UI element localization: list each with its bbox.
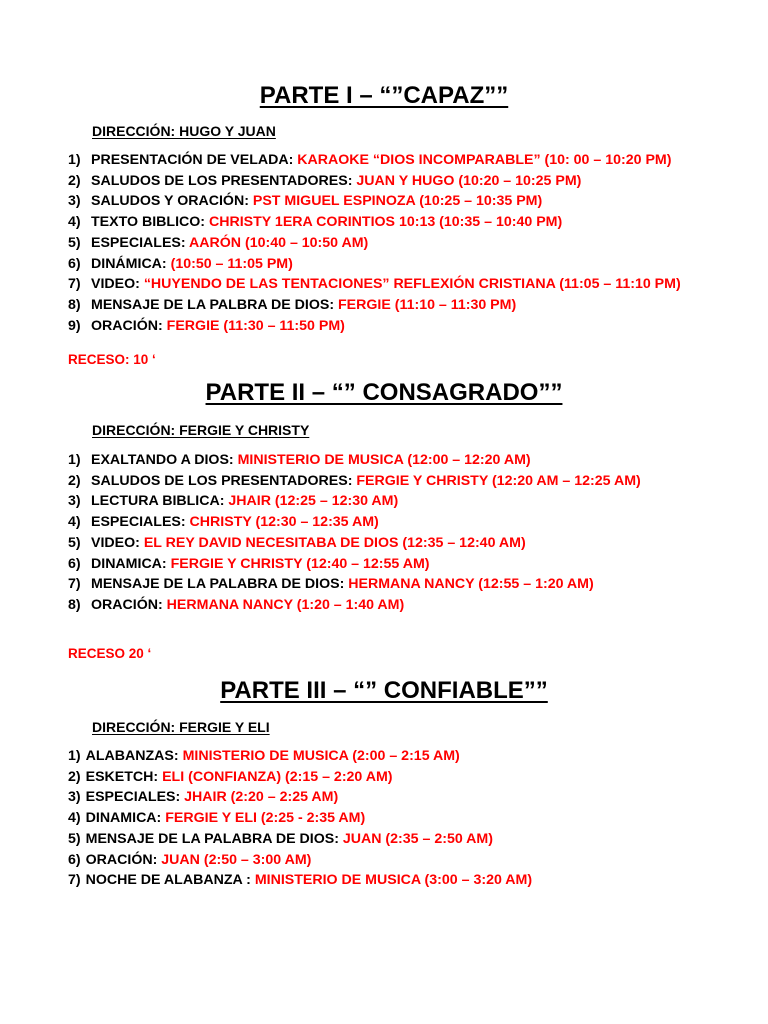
list-item: 4) ESPECIALES: CHRISTY (12:30 – 12:35 AM) <box>68 514 379 531</box>
list-item: 3) LECTURA BIBLICA: JHAIR (12:25 – 12:30 AM) <box>68 493 399 510</box>
list-item: 2) SALUDOS DE LOS PRESENTADORES: JUAN Y HUGO (10:20 – 10:25 PM) <box>68 172 582 189</box>
list-item: 1) PRESENTACIÓN DE VELADA: KARAOKE “DIOS INCOMPARABLE” (10: 00 – 10:20 PM) <box>68 152 672 168</box>
list-item: 7) VIDEO: “HUYENDO DE LAS TENTACIONES” REFLEXIÓN CRISTIANA (11:05 – 11:10 PM) <box>68 276 681 293</box>
part-1-direction: DIRECCIÓN: HUGO Y JUAN <box>92 123 276 139</box>
list-item: 2) SALUDOS DE LOS PRESENTADORES: FERGIE Y CHRISTY (12:20 AM – 12:25 AM) <box>68 472 641 489</box>
part-2-list <box>68 450 641 616</box>
part-1-title: PARTE I – “”CAPAZ”” <box>259 82 509 109</box>
list-item: 4) DINAMICA: FERGIE Y ELI (2:25 - 2:35 AM) <box>68 810 366 827</box>
part-3-direction: DIRECCIÓN: FERGIE Y ELI <box>92 719 270 735</box>
list-item: 3) SALUDOS Y ORACIÓN: PST MIGUEL ESPINOZA (10:25 – 10:35 PM) <box>68 193 543 210</box>
part-3-title: PARTE III – “” CONFIABLE”” <box>220 677 548 704</box>
list-item: 8) ORACIÓN: HERMANA NANCY (1:20 – 1:40 AM) <box>68 596 405 613</box>
list-item: 1) ALABANZAS: MINISTERIO DE MUSICA (2:00 – 2:15 AM) <box>68 748 460 764</box>
list-item: 4) TEXTO BIBLICO: CHRISTY 1ERA CORINTIOS 10:13 (10:35 – 10:40 PM) <box>68 214 563 231</box>
list-item: 3) ESPECIALES: JHAIR (2:20 – 2:25 AM) <box>68 789 339 806</box>
part-1-list <box>68 150 681 336</box>
part-2-direction: DIRECCIÓN: FERGIE Y CHRISTY <box>92 422 310 438</box>
list-item: 9) ORACIÓN: FERGIE (11:30 – 11:50 PM) <box>68 317 345 334</box>
list-item: 8) MENSAJE DE LA PALBRA DE DIOS: FERGIE (11:10 – 11:30 PM) <box>68 296 517 313</box>
list-item: 7) NOCHE DE ALABANZA : MINISTERIO DE MUSICA (3:00 – 3:20 AM) <box>68 872 533 889</box>
part-2-receso: RECESO 20 ‘ <box>68 646 152 661</box>
list-item: 5) MENSAJE DE LA PALABRA DE DIOS: JUAN (2:35 – 2:50 AM) <box>68 830 493 847</box>
list-item: 6) DINÁMICA: (10:50 – 11:05 PM) <box>68 255 293 272</box>
list-item: 5) ESPECIALES: AARÓN (10:40 – 10:50 AM) <box>68 234 369 251</box>
part-1-receso: RECESO: 10 ‘ <box>68 352 156 367</box>
list-item: 6) DINAMICA: FERGIE Y CHRISTY (12:40 – 12:55 AM) <box>68 555 430 572</box>
part-3-list <box>68 746 532 891</box>
list-item: 6) ORACIÓN: JUAN (2:50 – 3:00 AM) <box>68 851 312 868</box>
part-2-title: PARTE II – “” CONSAGRADO”” <box>205 379 563 406</box>
list-item: 2) ESKETCH: ELI (CONFIANZA) (2:15 – 2:20 AM) <box>68 768 393 785</box>
list-item: 7) MENSAJE DE LA PALABRA DE DIOS: HERMANA NANCY (12:55 – 1:20 AM) <box>68 576 594 593</box>
list-item: 1) EXALTANDO A DIOS: MINISTERIO DE MUSICA (12:00 – 12:20 AM) <box>68 452 531 468</box>
list-item: 5) VIDEO: EL REY DAVID NECESITABA DE DIOS (12:35 – 12:40 AM) <box>68 534 526 551</box>
